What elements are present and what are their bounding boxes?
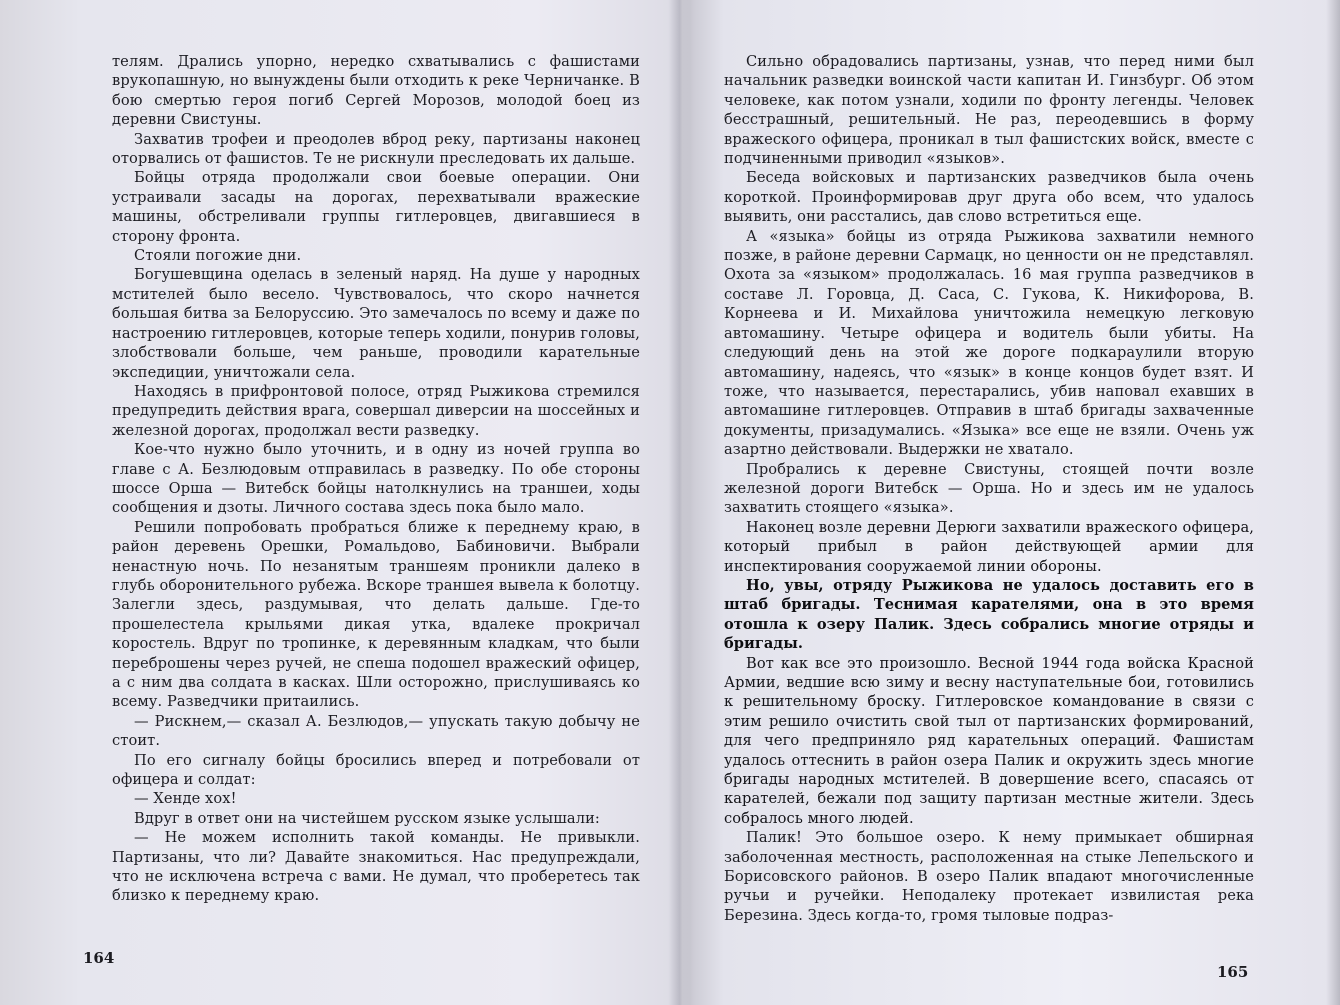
paragraph: Вот как все это произошло. Весной 1944 года войска Красной Армии, ведшие всю зиму и весну наступательные бои, готовились к решительному броску. Гитлеровское командование в связи с этим решило очистить свой тыл от партизанских формирований, для чего предприняло ряд карательных операций. Фашистам удалось оттеснить в район озера Палик и окружить здесь многие бригады народных мстителей. В довершение всего, спасаясь от карателей, бежали под защиту партизан местные жители. Здесь собралось много людей. [724,654,1254,827]
paragraph: Наконец возле деревни Дерюги захватили вражеского офицера, который прибыл в район действующей армии для инспектирования сооружаемой линии обороны. [724,518,1254,575]
paragraph: Кое-что нужно было уточнить, и в одну из ночей группа во главе с А. Безлюдовым отправилась в разведку. По обе стороны шоссе Орша — Витебск бойцы натолкнулись на траншеи, ходы сообщения и дзоты. Личного состава здесь пока было мало. [112,441,640,517]
paragraph: Сильно обрадовались партизаны, узнав, что перед ними был начальник разведки воинской части капитан И. Гинзбург. Об этом человеке, как потом узнали, ходили по фронту легенды. Человек бесстрашный, решительный. Не раз, переодевшись в форму вражеского офицера, проникал в тыл фашистских войск, вместе с подчиненными приводил «языков». [724,53,1254,168]
paragraph: Но, увы, отряду Рыжикова не удалось доставить его в штаб бригады. Теснимая карателями, она в это время отошла к озеру Палик. Здесь собрались многие отряды и бригады. [724,576,1254,653]
paragraph: Палик! Это большое озеро. К нему примыкает обширная заболоченная местность, расположенная на стыке Лепельского и Борисовского районов. В озеро Палик впадают многочисленные ручьи и ручейки. Неподалеку протекает извилистая река Березина. Здесь когда-то, громя тыловые подраз- [724,829,1254,924]
paragraph: Вдруг в ответ они на чистейшем русском языке услышали: [134,809,600,827]
paragraph: Богушевщина оделась в зеленый наряд. На душе у народных мстителей было весело. Чувствовалось, что скоро начнется большая битва за Белоруссию. Это замечалось по всему и даже по настроению гитлеровцев, которые теперь ходили, понурив головы, злобствовали больше, чем раньше, проводили карательные экспедиции, уничтожали села. [112,266,640,381]
paragraph: А «языка» бойцы из отряда Рыжикова захватили немного позже, в районе деревни Сармацк, но ценности он не представлял. Охота за «языком» продолжалась. 16 мая группа разведчиков в составе Л. Горовца, Д. Саса, С. Гукова, К. Никифорова, В. Корнеева и И. Михайлова уничтожила немецкую легковую автомашину. Четыре офицера и водитель были убиты. На следующий день на этой же дороге подкараулили вторую автомашину, надеясь, что «язык» в конце концов будет взят. И тоже, что называется, перестарались, убив наповал ехавших в автомашине гитлеровцев. Отправив в штаб бригады захваченные документы, призадумались. «Языка» все еще не взяли. Очень уж азартно действовали. Выдержки не хватало. [724,227,1254,459]
paragraph: Находясь в прифронтовой полосе, отряд Рыжикова стремился предупредить действия врага, совершал диверсии на шоссейных и железной дорогах, продолжал вести разведку. [112,382,640,439]
right-page [724,52,1254,925]
paragraph: Захватив трофеи и преодолев вброд реку, партизаны наконец оторвались от фашистов. Те не рискнули преследовать их дальше. [112,130,640,168]
page-number-left: 164 [83,949,115,967]
paragraph: Бойцы отряда продолжали свои боевые операции. Они устраивали засады на дорогах, перехватывали вражеские машины, обстреливали группы гитлеровцев, двигавшиеся в сторону фронта. [112,169,640,245]
paragraph: Решили попробовать пробраться ближе к переднему краю, в район деревень Орешки, Ромальдово, Бабиновичи. Выбрали ненастную ночь. По незанятым траншеям проникли далеко в глубь оборонительного рубежа. Вскоре траншея вывела к болотцу. Залегли здесь, раздумывая, что делать дальше. Где-то прошелестела крыльями дикая утка, вдалеке прокричал коростель. Вдруг по тропинке, к деревянным кладкам, что были переброшены через ручей, не спеша подошел вражеский офицер, а с ним два солдата в касках. Шли осторожно, прислушиваясь ко всему. Разведчики притаились. [112,518,640,711]
paragraph: — Хенде хох! [134,790,237,808]
paragraph: По его сигналу бойцы бросились вперед и потребовали от офицера и солдат: [112,751,640,789]
paragraph: — Рискнем,— сказал А. Безлюдов,— упускать такую добычу не стоит. [112,712,640,750]
paragraph: телям. Дрались упорно, нередко схватывались с фашистами врукопашную, но вынуждены были отходить к реке Черничанке. В бою смертью героя погиб Сергей Морозов, молодой боец из деревни Свистуны. [112,53,640,129]
left-page [112,52,640,906]
paragraph: Беседа войсковых и партизанских разведчиков была очень короткой. Проинформировав друг друга обо всем, что удалось выявить, они расстались, дав слово встретиться еще. [724,169,1254,226]
page-edge-shadow [1326,0,1340,1005]
left-page-text [112,52,640,906]
right-page-text [724,52,1254,925]
page-number-right: 165 [1217,963,1249,981]
paragraph: Пробрались к деревне Свистуны, стоящей почти возле железной дороги Витебск — Орша. Но и здесь им не удалось захватить стоящего «языка». [724,460,1254,517]
book-gutter [668,0,694,1005]
paragraph: — Не можем исполнить такой команды. Не привыкли. Партизаны, что ли? Давайте знакомиться. Нас предупреждали, что не исключена встреча с вами. Не думал, что проберетесь так близко к переднему краю. [112,829,640,905]
paragraph: Стояли погожие дни. [134,247,302,265]
